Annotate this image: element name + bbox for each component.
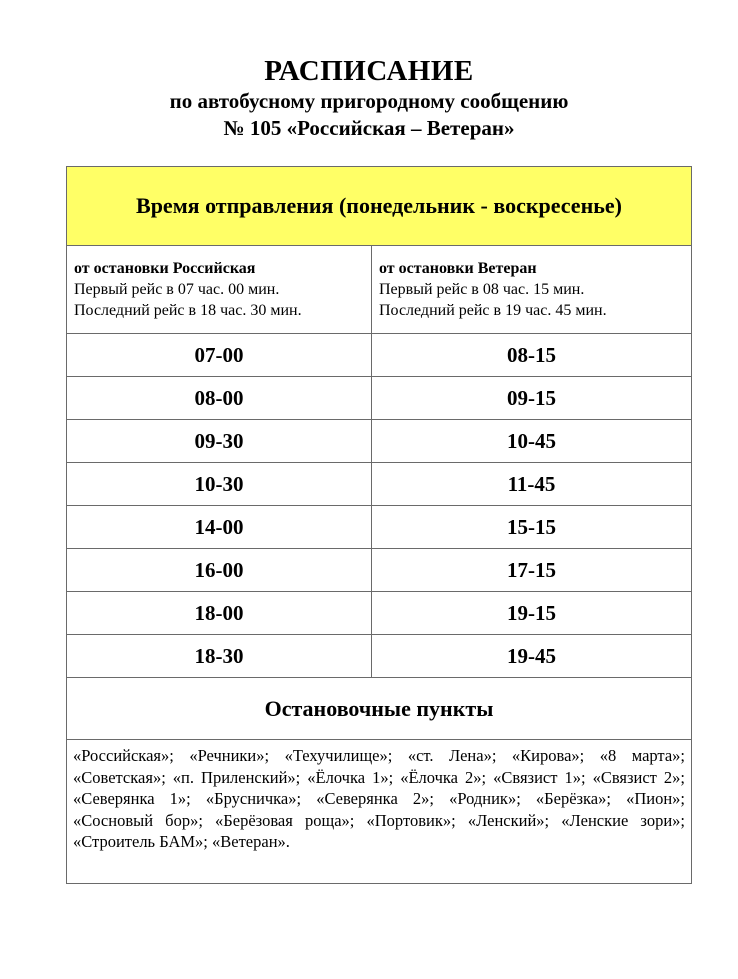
- departure-time-left: 09-30: [67, 420, 372, 463]
- route-name: № 105 «Российская – Ветеран»: [223, 116, 515, 140]
- departure-time-left: 18-00: [67, 592, 372, 635]
- table-row: [67, 592, 692, 635]
- page-title: РАСПИСАНИЕ: [264, 55, 474, 87]
- departure-time-right: 09-15: [372, 377, 692, 420]
- departure-time-right: 19-15: [372, 592, 692, 635]
- departure-time-right: 10-45: [372, 420, 692, 463]
- last-trip-text: Последний рейс в 18 час. 30 мин.: [74, 302, 302, 319]
- page-header: [0, 54, 738, 142]
- departure-time-right: 19-45: [372, 635, 692, 678]
- direction-stop-name: от остановки Ветеран: [379, 260, 537, 277]
- departure-time-heading: Время отправления (понедельник - воскресенье): [67, 167, 692, 246]
- departure-time-left: 10-30: [67, 463, 372, 506]
- first-trip-text: Первый рейс в 07 час. 00 мин.: [74, 281, 280, 298]
- first-trip-text: Первый рейс в 08 час. 15 мин.: [379, 281, 585, 298]
- stops-list: «Российская»; «Речники»; «Техучилище»; «ст. Лена»; «Кирова»; «8 марта»; «Советская»; «п. Приленский»; «Ёлочка 1»; «Ёлочка 2»; «Связист 1»; «Связист 2»; «Северянка 1»; «Брусничка»; «Северянка 2»; «Родник»; «Берёзка»; «Пион»; «Сосновый бор»; «Берёзовая роща»; «Портовик»; «Ленский»; «Ленские зори»; «Строитель БАМ»; «Ветеран».: [67, 740, 692, 884]
- page-subtitle: по автобусному пригородному сообщению: [169, 89, 569, 113]
- table-row: [67, 549, 692, 592]
- direction-from-rossiyskaya: [67, 246, 372, 334]
- stops-heading: Остановочные пункты: [67, 678, 692, 740]
- departure-time-left: 14-00: [67, 506, 372, 549]
- direction-from-veteran: [372, 246, 692, 334]
- departure-time-right: 11-45: [372, 463, 692, 506]
- departure-time-right: 17-15: [372, 549, 692, 592]
- direction-stop-name: от остановки Российская: [74, 260, 256, 277]
- table-row: [67, 334, 692, 377]
- departure-time-right: 08-15: [372, 334, 692, 377]
- table-row: [67, 463, 692, 506]
- table-row: [67, 506, 692, 549]
- departure-time-left: 18-30: [67, 635, 372, 678]
- departure-time-left: 08-00: [67, 377, 372, 420]
- schedule-table: [66, 166, 692, 884]
- departure-time-right: 15-15: [372, 506, 692, 549]
- last-trip-text: Последний рейс в 19 час. 45 мин.: [379, 302, 607, 319]
- table-row: [67, 420, 692, 463]
- departure-time-left: 16-00: [67, 549, 372, 592]
- departure-time-left: 07-00: [67, 334, 372, 377]
- table-row: [67, 377, 692, 420]
- table-row: [67, 635, 692, 678]
